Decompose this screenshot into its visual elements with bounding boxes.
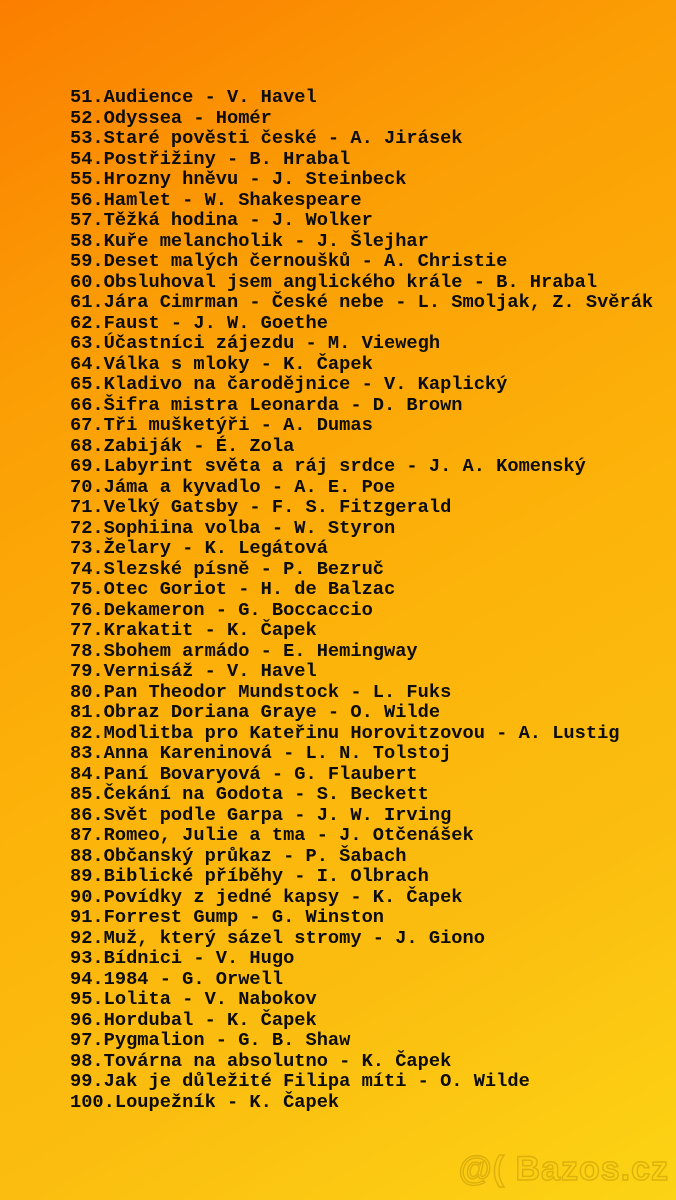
list-item: 60.Obsluhoval jsem anglického krále - B. Hrabal <box>70 270 598 293</box>
list-item: 58.Kuře melancholik - J. Šlejhar <box>70 229 429 252</box>
list-item: 62.Faust - J. W. Goethe <box>70 311 328 334</box>
list-item: 73.Želary - K. Legátová <box>70 537 328 559</box>
list-item: 70.Jáma a kyvadlo - A. E. Poe <box>70 475 396 498</box>
list-item: 92.Muž, který sázel stromy - J. Giono <box>70 926 485 949</box>
list-item: 94.1984 - G. Orwell <box>70 967 284 990</box>
list-item: 51.Audience - V. Havel <box>70 86 317 108</box>
list-item: 67.Tři mušketýři - A. Dumas <box>70 414 373 436</box>
list-item: 55.Hrozny hněvu - J. Steinbeck <box>70 168 407 190</box>
list-item: 98.Továrna na absolutno - K. Čapek <box>70 1049 452 1072</box>
list-item: 59.Deset malých černoušků - A. Christie <box>70 250 508 272</box>
list-item: 88.Občanský průkaz - P. Šabach <box>70 844 407 867</box>
list-item: 93.Bídnici - V. Hugo <box>70 947 295 969</box>
list-item: 80.Pan Theodor Mundstock - L. Fuks <box>70 680 452 703</box>
list-item: 81.Obraz Doriana Graye - O. Wilde <box>70 701 441 723</box>
list-item: 52.Odyssea - Homér <box>70 106 272 129</box>
list-item: 63.Účastníci zájezdu - M. Viewegh <box>70 332 441 354</box>
list-item: 91.Forrest Gump - G. Winston <box>70 906 385 928</box>
list-item: 57.Těžká hodina - J. Wolker <box>70 209 373 231</box>
list-item: 99.Jak je důležité Filipa míti - O. Wilde <box>70 1070 530 1092</box>
book-list <box>70 87 653 1112</box>
list-item: 68.Zabiják - É. Zola <box>70 434 295 457</box>
list-item: 72.Sophiina volba - W. Styron <box>70 516 396 539</box>
list-item: 61.Jára Cimrman - České nebe - L. Smoljak, Z. Svěrák <box>70 291 654 313</box>
list-item: 100.Loupežník - K. Čapek <box>70 1090 340 1113</box>
list-item: 74.Slezské písně - P. Bezruč <box>70 557 385 580</box>
list-item: 75.Otec Goriot - H. de Balzac <box>70 578 396 600</box>
list-item: 69.Labyrint světa a ráj srdce - J. A. Komenský <box>70 455 586 477</box>
list-item: 53.Staré pověsti české - A. Jirásek <box>70 127 463 149</box>
list-item: 77.Krakatit - K. Čapek <box>70 619 317 641</box>
list-item: 54.Postřižiny - B. Hrabal <box>70 147 351 170</box>
list-item: 65.Kladivo na čarodějnice - V. Kaplický <box>70 373 508 395</box>
list-item: 86.Svět podle Garpa - J. W. Irving <box>70 803 452 826</box>
list-item: 64.Válka s mloky - K. Čapek <box>70 352 373 375</box>
list-item: 78.Sbohem armádo - E. Hemingway <box>70 639 418 662</box>
list-item: 56.Hamlet - W. Shakespeare <box>70 188 362 211</box>
bazos-watermark: @( Bazos.cz <box>458 1150 669 1188</box>
list-item: 95.Lolita - V. Nabokov <box>70 988 317 1010</box>
list-item: 90.Povídky z jedné kapsy - K. Čapek <box>70 885 463 908</box>
list-item: 76.Dekameron - G. Boccaccio <box>70 598 373 621</box>
list-item: 96.Hordubal - K. Čapek <box>70 1008 317 1031</box>
list-item: 82.Modlitba pro Kateřinu Horovitzovou - A. Lustig <box>70 721 620 744</box>
list-item: 84.Paní Bovaryová - G. Flaubert <box>70 762 418 785</box>
list-item: 89.Biblické příběhy - I. Olbrach <box>70 865 429 887</box>
list-item: 79.Vernisáž - V. Havel <box>70 660 317 682</box>
list-item: 97.Pygmalion - G. B. Shaw <box>70 1029 351 1051</box>
list-item: 87.Romeo, Julie a tma - J. Otčenášek <box>70 824 474 846</box>
list-item: 66.Šifra mistra Leonarda - D. Brown <box>70 393 463 416</box>
list-item: 83.Anna Kareninová - L. N. Tolstoj <box>70 742 452 764</box>
list-item: 85.Čekání na Godota - S. Beckett <box>70 783 429 805</box>
list-item: 71.Velký Gatsby - F. S. Fitzgerald <box>70 496 452 518</box>
